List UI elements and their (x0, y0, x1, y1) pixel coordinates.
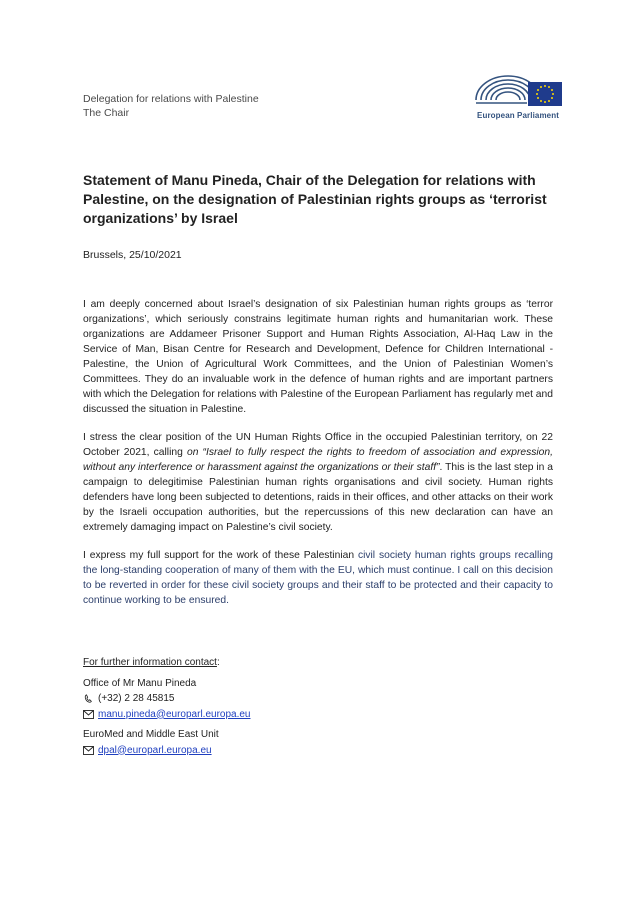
statement-title: Statement of Manu Pineda, Chair of the Delegation for relations with Palestine, on the designation of Palestinian rights groups as ‘terrorist organizations’ by Israel (83, 172, 547, 226)
contact-heading-text: For further information contact (83, 657, 217, 668)
contact-unit: EuroMed and Middle East Unit (83, 729, 219, 740)
paragraph-2-intro: I stress the clear position of the UN Human Rights Office in the occupied Palestinian territory, on 22 October 2021, calling (83, 432, 553, 458)
contact-email-row (83, 707, 250, 723)
hemicycle-flag-icon (472, 66, 564, 110)
contact-heading-colon: : (216, 657, 220, 668)
statement-body (83, 297, 553, 621)
contact-email-link[interactable]: manu.pineda@europarl.europa.eu (98, 708, 251, 720)
unit-email-link[interactable]: dpal@europarl.europa.eu (98, 744, 212, 756)
letterhead-delegation: Delegation for relations with Palestine (83, 93, 259, 105)
paragraph-3-blue: civil society human rights groups recalling the long-standing cooperation of many of them with the EU, which must continue. I call on this decision to be reverted in order for these civil society groups and their staff to be protected and their capacity to continue working to be ensured. (83, 550, 553, 606)
place-date: Brussels, 25/10/2021 (83, 249, 182, 261)
logo-text: European Parliament (477, 111, 559, 120)
phone-icon (83, 694, 94, 703)
letterhead-chair: The Chair (83, 107, 130, 119)
contact-office: Office of Mr Manu Pineda (83, 677, 197, 689)
envelope-icon (83, 746, 94, 755)
paragraph-3 (83, 548, 553, 608)
contact-block (83, 655, 250, 758)
contact-phone-row (83, 691, 250, 707)
european-parliament-logo (472, 66, 564, 126)
envelope-icon (83, 710, 94, 719)
paragraph-2 (83, 430, 553, 535)
unit-email-row (83, 743, 250, 759)
paragraph-1: I am deeply concerned about Israel’s designation of six Palestinian human rights groups as ‘terror organizations’, which seriously constrains legitimate human rights and humanitarian work. These organizations are Addameer Prisoner Support and Human Rights Association, Al-Haq Law in the Service of Man, Bisan Centre for Research and Development, Defence for Children International - Palestine, the Union of Agricultural Work Committees, and the Union of Palestinian Women’s Committees. They do an invaluable work in the defence of human rights and are important partners with which the Delegation for relations with Palestine of the European Parliament has regularly met and discussed the situation in Palestine. (83, 299, 553, 415)
letterhead (83, 92, 259, 120)
paragraph-3-intro: I express my full support for the work of these Palestinian (83, 550, 358, 561)
contact-heading (83, 655, 250, 671)
paragraph-2-rest: . This is the last step in a campaign to delegitimise Palestinian human rights organisations and civil society. Human rights defenders have long been subjected to detentions, raids in their offices, and other attacks on their work by the Israeli occupation authorities, but the repercussions of this new declaration can have an extremely damaging impact on Palestine’s civil society. (83, 462, 553, 533)
un-quote: on “Israel to fully respect the rights to freedom of association and expression, without any interference or harassment against the organizations or their staff” (83, 447, 553, 473)
contact-phone: (+32) 2 28 45815 (98, 693, 175, 704)
